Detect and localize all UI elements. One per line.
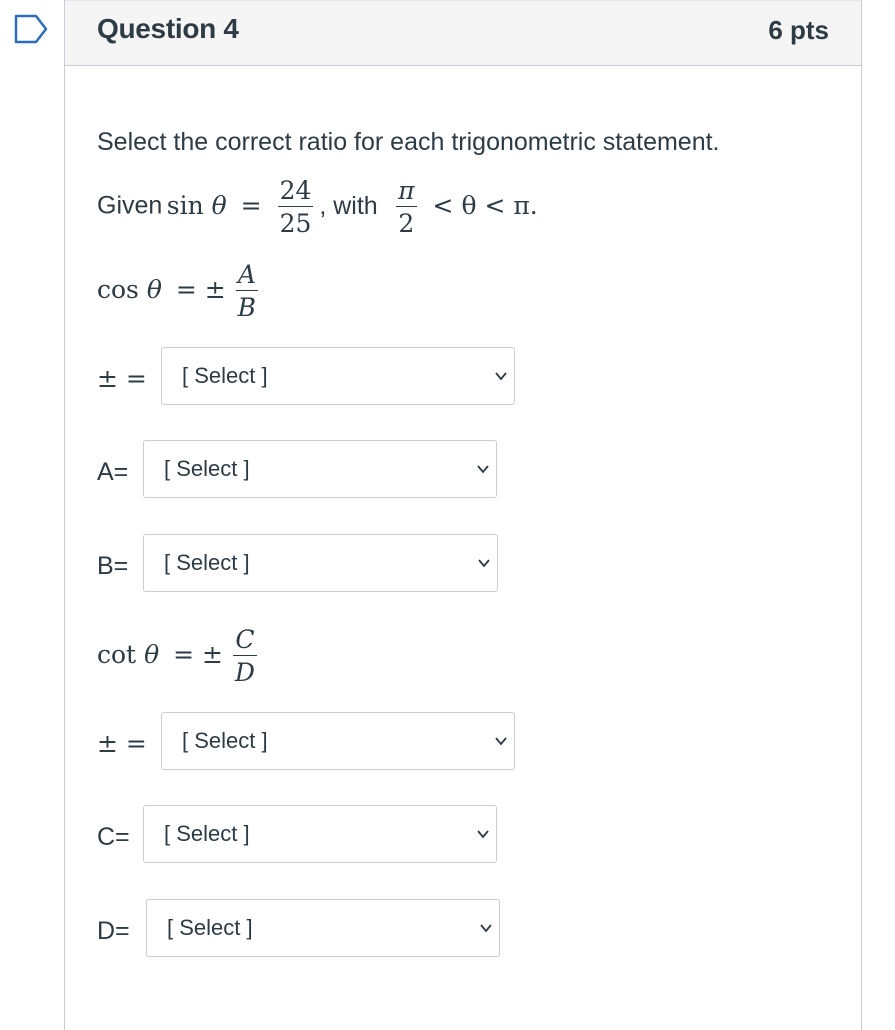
- c-label: C=: [97, 823, 130, 851]
- pi-over-two-fraction: [396, 178, 416, 236]
- select-value: [ Select ]: [164, 456, 250, 481]
- chevron-down-icon: [476, 462, 490, 476]
- cos-denominator: B: [237, 293, 257, 322]
- sign-label-cos: ± =: [97, 364, 147, 393]
- cot-label: cot: [97, 639, 137, 669]
- pi-numerator: π: [398, 176, 415, 205]
- cot-fraction: [233, 627, 257, 685]
- cot-denominator: D: [234, 658, 255, 687]
- b-label: B=: [97, 552, 129, 580]
- chevron-down-icon: [494, 734, 508, 748]
- equals-sign: =: [240, 190, 262, 220]
- cos-numerator: A: [236, 262, 258, 291]
- sign-select-cos[interactable]: [161, 347, 515, 405]
- question-prompt: Select the correct ratio for each trigonometric statement.: [97, 128, 720, 156]
- range-tail: < θ < π.: [432, 190, 538, 220]
- d-label: D=: [97, 917, 130, 945]
- given-word: Given: [97, 191, 163, 220]
- question-points: 6 pts: [768, 15, 829, 45]
- cos-label: cos: [97, 274, 139, 304]
- select-value: [ Select ]: [182, 363, 268, 388]
- b-select[interactable]: [143, 534, 498, 592]
- chevron-down-icon: [494, 369, 508, 383]
- d-select[interactable]: [146, 899, 500, 957]
- question-card: [64, 0, 862, 1030]
- cos-equation: [97, 262, 260, 320]
- theta-symbol: θ: [211, 190, 227, 220]
- theta-symbol: θ: [144, 639, 160, 669]
- cot-numerator: C: [233, 627, 257, 656]
- bookmark-flag-icon[interactable]: [14, 14, 48, 44]
- sign-select-cot[interactable]: [161, 712, 515, 770]
- c-select[interactable]: [143, 805, 497, 863]
- sign-label-cot: ± =: [97, 729, 147, 758]
- theta-symbol: θ: [146, 274, 162, 304]
- cos-expression: [97, 260, 260, 322]
- sin-denominator: 25: [279, 209, 312, 238]
- cot-equation: [97, 627, 259, 685]
- a-select[interactable]: [143, 440, 497, 498]
- chevron-down-icon: [477, 556, 491, 570]
- select-value: [ Select ]: [164, 550, 250, 575]
- cot-expression: [97, 625, 259, 687]
- chevron-down-icon: [476, 827, 490, 841]
- given-statement: [97, 178, 538, 236]
- sin-label: sin: [166, 190, 204, 220]
- select-value: [ Select ]: [164, 821, 250, 846]
- question-header: [65, 0, 861, 66]
- select-value: [ Select ]: [167, 915, 253, 940]
- question-title: Question 4: [97, 13, 239, 44]
- sin-expression: [166, 176, 324, 238]
- sin-numerator: 24: [279, 176, 312, 205]
- cos-fraction: [236, 262, 258, 320]
- select-value: [ Select ]: [182, 728, 268, 753]
- a-label: A=: [97, 458, 129, 486]
- with-word: , with: [319, 191, 378, 220]
- sin-fraction: [278, 178, 314, 236]
- equals-plus-minus: = ±: [175, 274, 226, 304]
- range-expression: [382, 176, 538, 238]
- chevron-down-icon: [479, 921, 493, 935]
- equals-plus-minus: = ±: [173, 639, 223, 669]
- two-denominator: 2: [398, 209, 415, 238]
